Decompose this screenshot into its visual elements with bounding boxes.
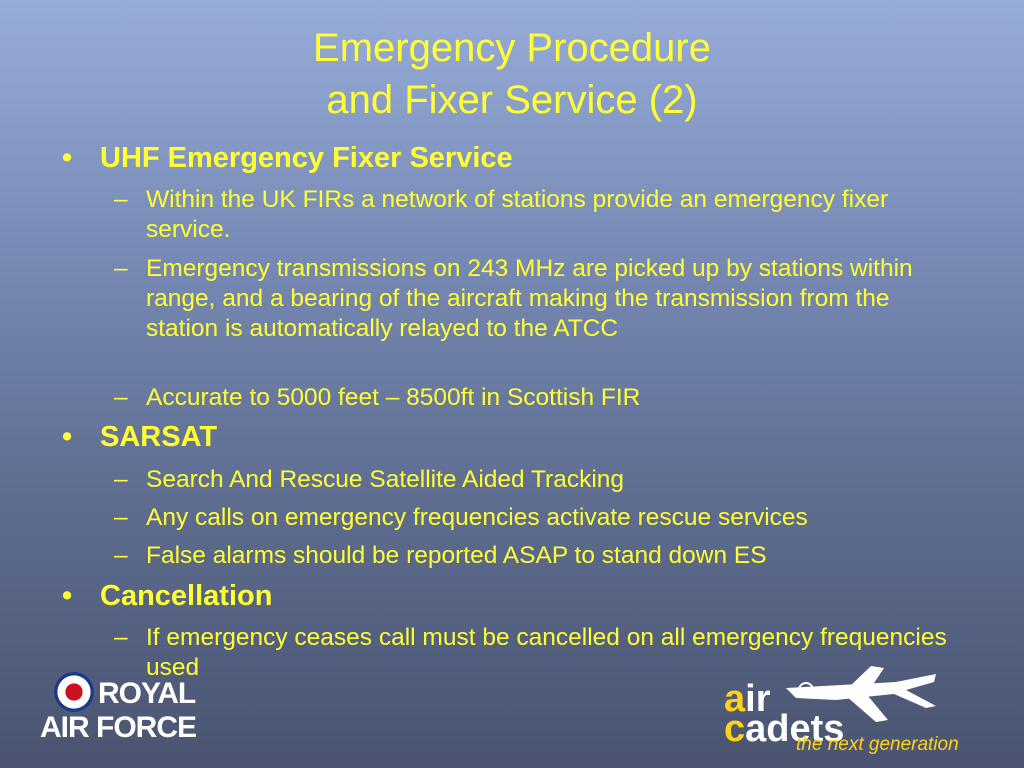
- sub-item: [114, 185, 964, 245]
- dash-marker: –: [114, 255, 128, 282]
- bullet-heading: UHF Emergency Fixer Service: [100, 142, 513, 174]
- cadets-word-initial: c: [724, 708, 746, 750]
- sub-item-text: False alarms should be reported ASAP to stand down ES: [146, 542, 767, 569]
- bullet-marker: •: [62, 142, 73, 174]
- dash-marker: –: [114, 504, 128, 531]
- dash-marker: –: [114, 466, 128, 493]
- sub-item-text: Accurate to 5000 feet – 8500ft in Scottish FIR: [146, 384, 641, 411]
- bullet-marker: •: [62, 421, 73, 453]
- sub-item: [114, 383, 964, 413]
- raf-logo: [38, 668, 208, 748]
- bullet-heading: SARSAT: [100, 421, 218, 453]
- dash-marker: –: [114, 384, 128, 411]
- air-cadets-logo: [716, 660, 1016, 760]
- sub-item-text: Within the UK FIRs a network of stations provide an emergency fixer service.: [146, 186, 889, 243]
- cadets-air-rest: ir: [745, 678, 771, 720]
- bullet-marker: •: [62, 580, 73, 612]
- title-line-2: and Fixer Service (2): [326, 78, 698, 122]
- cadets-air-initial: a: [724, 678, 746, 720]
- sub-item: [114, 541, 964, 571]
- raf-logo-line-1: ROYAL: [98, 677, 196, 710]
- sub-item-text: Any calls on emergency frequencies activate rescue services: [146, 504, 808, 531]
- cadets-tagline: the next generation: [796, 734, 959, 755]
- title-line-1: Emergency Procedure: [313, 26, 711, 70]
- sub-item-text: Emergency transmissions on 243 MHz are picked up by stations within range, and a bearing of the aircraft making the transmission from the station is automatically relayed to the ATCC: [146, 255, 913, 342]
- raf-roundel-icon: [54, 672, 94, 712]
- sub-item-text: If emergency ceases call must be cancelled on all emergency frequencies used: [146, 624, 947, 681]
- dash-marker: –: [114, 186, 128, 213]
- bullet-sarsat: [62, 421, 217, 454]
- dash-marker: –: [114, 542, 128, 569]
- bullet-cancellation: [62, 580, 272, 613]
- sub-item-text: Search And Rescue Satellite Aided Tracking: [146, 466, 625, 493]
- bullet-heading: Cancellation: [100, 580, 273, 612]
- bullet-uhf-fixer-service: [62, 142, 513, 175]
- dash-marker: –: [114, 624, 128, 651]
- sub-item: [114, 503, 964, 533]
- sub-item: [114, 254, 964, 344]
- sub-item: [114, 465, 964, 495]
- cadets-word-rest: adets: [745, 708, 845, 750]
- raf-logo-line-2: AIR FORCE: [40, 711, 196, 744]
